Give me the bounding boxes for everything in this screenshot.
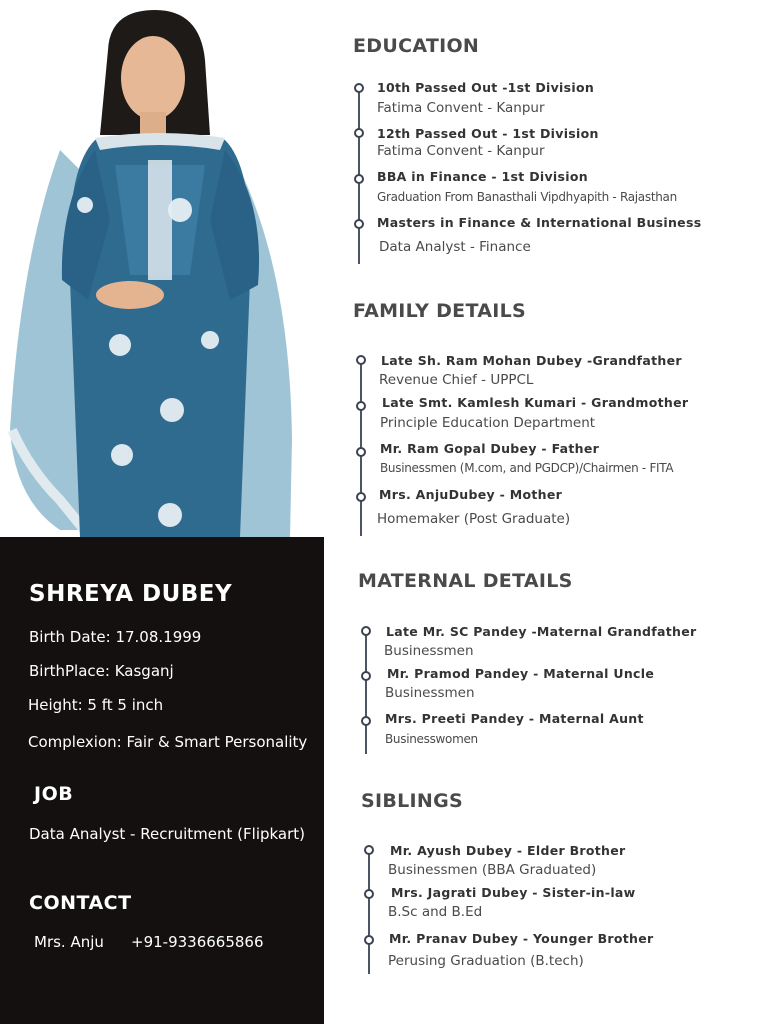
- sibling-item-title: Mrs. Jagrati Dubey - Sister-in-law: [391, 885, 636, 900]
- timeline-dot: [354, 174, 364, 184]
- sibling-item-sub: Businessmen (BBA Graduated): [388, 862, 597, 878]
- timeline-dot: [356, 447, 366, 457]
- maternal-item-title: Mr. Pramod Pandey - Maternal Uncle: [387, 666, 655, 681]
- contact-heading: CONTACT: [29, 892, 132, 914]
- maternal-item-title: Late Mr. SC Pandey -Maternal Grandfather: [386, 624, 697, 639]
- person-name: SHREYA DUBEY: [29, 581, 233, 607]
- maternal-timeline: [365, 628, 367, 754]
- job-heading: JOB: [34, 783, 74, 805]
- sibling-item-sub: Perusing Graduation (B.tech): [388, 953, 584, 969]
- family-item-title: Late Sh. Ram Mohan Dubey -Grandfather: [381, 353, 682, 368]
- education-item-sub: Fatima Convent - Kanpur: [377, 143, 545, 159]
- family-item-title: Mr. Ram Gopal Dubey - Father: [380, 441, 600, 456]
- education-item-title: 10th Passed Out -1st Division: [377, 80, 595, 95]
- timeline-dot: [364, 935, 374, 945]
- timeline-dot: [364, 845, 374, 855]
- personal-info-panel: [0, 537, 324, 1024]
- birth-date: Birth Date: 17.08.1999: [29, 628, 202, 646]
- maternal-item-sub: Businesswomen: [385, 732, 478, 746]
- education-item-sub: Fatima Convent - Kanpur: [377, 100, 545, 116]
- siblings-heading: SIBLINGS: [361, 790, 463, 812]
- maternal-item-sub: Businessmen: [385, 685, 475, 701]
- timeline-dot: [356, 355, 366, 365]
- education-item-title: 12th Passed Out - 1st Division: [377, 126, 599, 141]
- timeline-dot: [361, 671, 371, 681]
- timeline-dot: [354, 128, 364, 138]
- family-item-title: Late Smt. Kamlesh Kumari - Grandmother: [382, 395, 689, 410]
- contact-person: Mrs. Anju: [34, 933, 104, 951]
- family-heading: FAMILY DETAILS: [353, 300, 527, 322]
- sibling-item-title: Mr. Ayush Dubey - Elder Brother: [390, 843, 626, 858]
- family-item-title: Mrs. AnjuDubey - Mother: [379, 487, 563, 502]
- education-item-title: Masters in Finance & International Business: [377, 215, 702, 230]
- education-item-sub: Data Analyst - Finance: [379, 239, 531, 255]
- timeline-dot: [361, 716, 371, 726]
- job-text: Data Analyst - Recruitment (Flipkart): [29, 825, 306, 843]
- maternal-item-title: Mrs. Preeti Pandey - Maternal Aunt: [385, 711, 644, 726]
- profile-photo: [0, 0, 324, 537]
- family-item-sub: Principle Education Department: [380, 415, 596, 431]
- timeline-dot: [361, 626, 371, 636]
- education-item-title: BBA in Finance - 1st Division: [377, 169, 588, 184]
- complexion: Complexion: Fair & Smart Personality: [28, 733, 308, 751]
- timeline-dot: [354, 219, 364, 229]
- timeline-dot: [354, 83, 364, 93]
- contact-phone: +91-9336665866: [131, 933, 264, 951]
- sibling-item-title: Mr. Pranav Dubey - Younger Brother: [389, 931, 654, 946]
- birth-place: BirthPlace: Kasganj: [29, 662, 174, 680]
- sibling-item-sub: B.Sc and B.Ed: [388, 904, 483, 920]
- education-item-sub: Graduation From Banasthali Vipdhyapith - Rajasthan: [377, 190, 677, 204]
- height: Height: 5 ft 5 inch: [28, 696, 164, 714]
- siblings-timeline: [368, 848, 370, 974]
- timeline-dot: [364, 889, 374, 899]
- maternal-item-sub: Businessmen: [384, 643, 474, 659]
- family-item-sub: Businessmen (M.com, and PGDCP)/Chairmen - FITA: [380, 461, 674, 475]
- education-heading: EDUCATION: [353, 35, 480, 57]
- family-item-sub: Homemaker (Post Graduate): [377, 511, 571, 527]
- family-item-sub: Revenue Chief - UPPCL: [379, 372, 534, 388]
- timeline-dot: [356, 401, 366, 411]
- maternal-heading: MATERNAL DETAILS: [358, 570, 573, 592]
- family-timeline: [360, 356, 362, 536]
- timeline-dot: [356, 492, 366, 502]
